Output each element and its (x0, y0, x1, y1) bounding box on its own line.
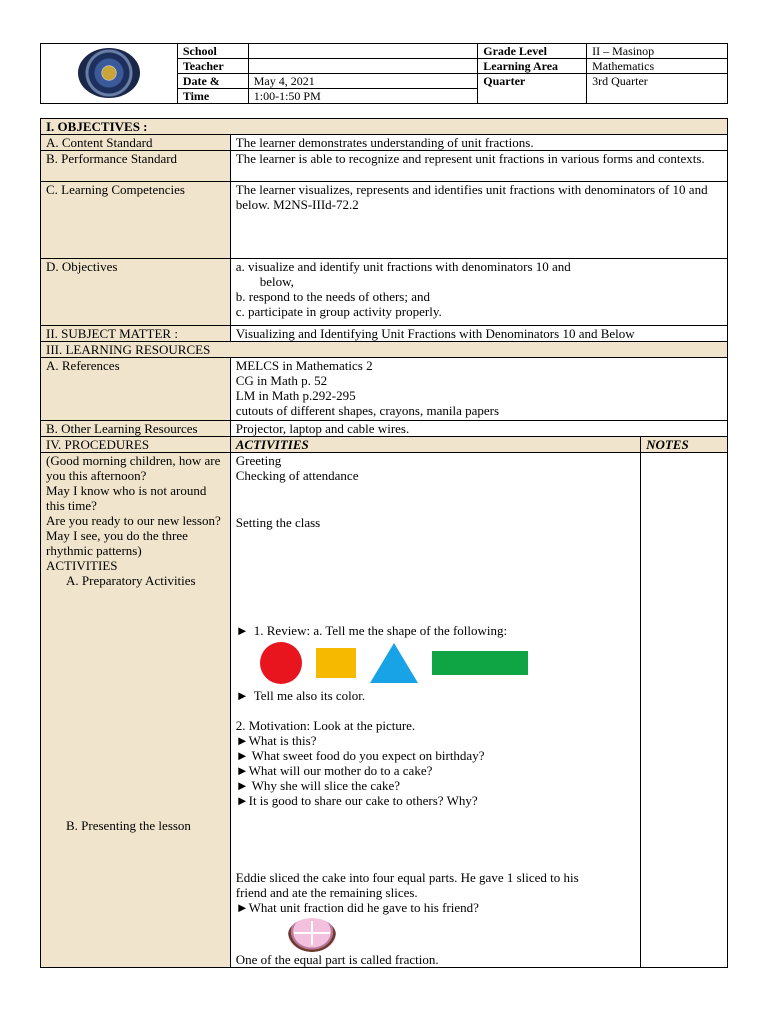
question-item: ►What is this? (235, 733, 317, 748)
subject-matter-text: Visualizing and Identifying Unit Fractions with Denominators 10 and Below (230, 326, 727, 342)
cake-row (236, 915, 635, 952)
learning-resources-heading: III. LEARNING RESOURCES (41, 342, 728, 358)
eddie-story-line-2: friend and ate the remaining slices. (235, 885, 418, 900)
lesson-plan-table (40, 118, 728, 968)
preparatory-activities: A. Preparatory Activities (66, 573, 196, 588)
equal-part-text: One of the equal part is called fraction. (235, 952, 439, 967)
reference-item: MELCS in Mathematics 2 (235, 358, 373, 373)
readiness-prompt: Are you ready to our new lesson? May I see, you do the three rhythmic patterns) (46, 513, 221, 558)
grade-level-label: Grade Level (478, 44, 587, 59)
references-list (230, 358, 727, 421)
yellow-square-shape (316, 648, 356, 678)
red-circle-shape (260, 642, 302, 684)
competencies-label: C. Learning Competencies (41, 182, 231, 259)
learning-area-value: Mathematics (587, 59, 728, 74)
quarter-value: 3rd Quarter (587, 74, 728, 104)
attendance-prompt: May I know who is not around this time? (46, 483, 207, 513)
arrow-bullet-icon: ► (235, 688, 249, 703)
objective-b: b. respond to the needs of others; and (235, 289, 430, 304)
performance-standard-label: B. Performance Standard (41, 151, 231, 182)
objectives-label: D. Objectives (41, 259, 231, 326)
references-label: A. References (41, 358, 231, 421)
performance-standard-text: The learner is able to recognize and represent unit fractions in various forms and contexts. (230, 151, 727, 182)
quarter-label: Quarter (478, 74, 587, 104)
cake-image (288, 918, 336, 952)
reference-item: CG in Math p. 52 (235, 373, 328, 388)
greeting: Greeting (235, 453, 282, 468)
competencies-text: The learner visualizes, represents and identifies unit fractions with denominators of 10 and below. M2NS-IIId-72.2 (230, 182, 727, 259)
grade-level-value: II – Masinop (587, 44, 728, 59)
objectives-heading: I. OBJECTIVES : (41, 119, 728, 135)
eddie-story-line-1: Eddie sliced the cake into four equal parts. He gave 1 sliced to his (235, 870, 579, 885)
teacher-value (248, 59, 478, 74)
color-line (236, 688, 635, 703)
subject-matter-label: II. SUBJECT MATTER : (41, 326, 231, 342)
greeting-prompt: (Good morning children, how are you this afternoon? (46, 453, 221, 483)
review-text: 1. Review: a. Tell me the shape of the following: (253, 623, 508, 638)
question-item: ►What will our mother do to a cake? (235, 763, 433, 778)
blue-triangle-shape (370, 643, 418, 683)
logo-cell (41, 44, 178, 104)
motivation-text: 2. Motivation: Look at the picture. (235, 718, 416, 733)
eddie-question: ►What unit fraction did he gave to his friend? (235, 900, 479, 915)
setting-the-class: Setting the class (235, 515, 321, 530)
objective-a: a. visualize and identify unit fractions with denominators 10 and (235, 259, 571, 274)
arrow-bullet-icon: ► (235, 623, 249, 638)
learning-area-label: Learning Area (478, 59, 587, 74)
header-table (40, 43, 728, 104)
question-item: ► Why she will slice the cake? (235, 778, 400, 793)
school-value (248, 44, 478, 59)
other-resources-label: B. Other Learning Resources (41, 421, 231, 437)
time-value: 1:00-1:50 PM (248, 89, 478, 104)
date-value: May 4, 2021 (248, 74, 478, 89)
date-label: Date & (177, 74, 248, 89)
objectives-list (230, 259, 727, 326)
content-standard-text: The learner demonstrates understanding of unit fractions. (230, 135, 727, 151)
notes-header: NOTES (641, 437, 728, 453)
green-rectangle-shape (432, 651, 528, 675)
objective-c: c. participate in group activity properly. (235, 304, 442, 319)
teacher-label: Teacher (177, 59, 248, 74)
school-label: School (177, 44, 248, 59)
notes-column (641, 453, 728, 968)
content-standard-label: A. Content Standard (41, 135, 231, 151)
school-seal-icon (78, 48, 140, 98)
presenting-the-lesson: B. Presenting the lesson (66, 818, 191, 833)
color-text: Tell me also its color. (253, 688, 366, 703)
procedures-activities-column (230, 453, 640, 968)
procedures-label: IV. PROCEDURES (41, 437, 231, 453)
checking-attendance: Checking of attendance (235, 468, 359, 483)
review-line (236, 623, 635, 638)
activities-title: ACTIVITIES (46, 558, 118, 573)
other-resources-text: Projector, laptop and cable wires. (230, 421, 727, 437)
reference-item: LM in Math p.292-295 (235, 388, 356, 403)
procedures-teacher-column (41, 453, 231, 968)
objective-a-cont: below, (259, 274, 294, 289)
question-item: ►It is good to share our cake to others? Why? (235, 793, 478, 808)
reference-item: cutouts of different shapes, crayons, manila papers (235, 403, 500, 418)
question-item: ► What sweet food do you expect on birthday? (235, 748, 485, 763)
activities-header: ACTIVITIES (230, 437, 640, 453)
time-label: Time (177, 89, 248, 104)
shapes-row (236, 638, 635, 688)
